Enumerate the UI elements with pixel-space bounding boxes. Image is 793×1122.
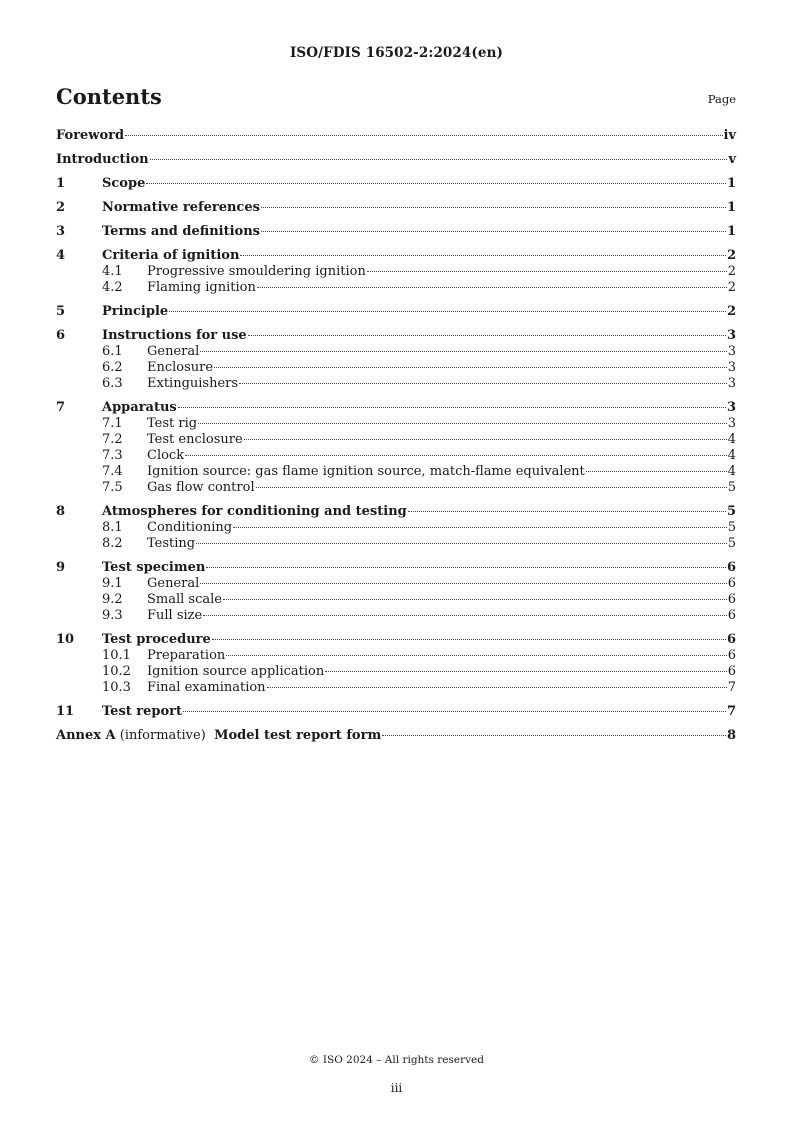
leader-dots bbox=[244, 439, 727, 440]
toc-entry-page: 5 bbox=[727, 536, 736, 551]
toc-entry-page: 1 bbox=[726, 200, 736, 215]
toc-entry-title: Full size bbox=[147, 608, 203, 623]
leader-dots bbox=[267, 687, 727, 688]
leader-dots bbox=[239, 383, 727, 384]
leader-dots bbox=[382, 735, 726, 736]
toc-entry-8-1[interactable] bbox=[56, 520, 736, 536]
toc-entry-6[interactable] bbox=[56, 328, 736, 344]
leader-dots bbox=[183, 711, 726, 712]
toc-entry-7[interactable] bbox=[56, 400, 736, 416]
toc-entry-number: 9.1 bbox=[102, 576, 123, 591]
toc-entry-number: 10 bbox=[56, 632, 75, 647]
leader-dots bbox=[200, 583, 726, 584]
toc-entry-9-1[interactable] bbox=[56, 576, 736, 592]
leader-dots bbox=[233, 527, 727, 528]
toc-entry-8[interactable] bbox=[56, 504, 736, 520]
leader-dots bbox=[146, 183, 726, 184]
toc-entry-title: Progressive smouldering ignition bbox=[147, 264, 366, 279]
toc-entry-page: 6 bbox=[727, 608, 736, 623]
toc-entry-title: Test procedure bbox=[102, 632, 211, 647]
toc-entry-title: Testing bbox=[147, 536, 196, 551]
toc-entry-page: 6 bbox=[726, 632, 736, 647]
leader-dots bbox=[240, 255, 726, 256]
toc-entry-page: 6 bbox=[727, 648, 736, 663]
toc-entry-number: 10.2 bbox=[102, 664, 131, 679]
toc-entry-title: Test specimen bbox=[102, 560, 206, 575]
toc-entry-page: 6 bbox=[727, 664, 736, 679]
document-id-header: ISO/FDIS 16502-2:2024(en) bbox=[289, 45, 503, 61]
toc-entry-page: 8 bbox=[726, 728, 736, 743]
toc-entry-page: 3 bbox=[727, 344, 736, 359]
toc-entry-1[interactable] bbox=[56, 176, 736, 192]
toc-entry-page: 6 bbox=[727, 576, 736, 591]
toc-entry-page: 3 bbox=[726, 328, 736, 343]
toc-entry-title: Final examination bbox=[147, 680, 266, 695]
leader-dots bbox=[203, 615, 727, 616]
toc-entry-10[interactable] bbox=[56, 632, 736, 648]
toc-entry-number: 8 bbox=[56, 504, 66, 519]
toc-entry-page: 3 bbox=[727, 360, 736, 375]
toc-entry-page: 6 bbox=[726, 560, 736, 575]
contents-title: Contents bbox=[56, 84, 162, 109]
toc-entry-6-2[interactable] bbox=[56, 360, 736, 376]
toc-entry-2[interactable] bbox=[56, 200, 736, 216]
toc-entry-number: 9 bbox=[56, 560, 66, 575]
toc-entry-number: 6.3 bbox=[102, 376, 123, 391]
toc-entry-page: 7 bbox=[726, 704, 736, 719]
toc-entry-page: 2 bbox=[727, 264, 736, 279]
toc-entry-title: Test rig bbox=[147, 416, 198, 431]
toc-entry-number: 7.1 bbox=[102, 416, 123, 431]
toc-entry-title: Clock bbox=[147, 448, 185, 463]
toc-entry-number: 10.1 bbox=[102, 648, 131, 663]
toc-entry-number: 6 bbox=[56, 328, 66, 343]
toc-entry-title: Extinguishers bbox=[147, 376, 239, 391]
toc-entry-title: Model test report form bbox=[214, 728, 382, 743]
toc-entry-10-2[interactable] bbox=[56, 664, 736, 680]
leader-dots bbox=[257, 287, 727, 288]
toc-entry-page: 3 bbox=[726, 400, 736, 415]
toc-entry-title: Test report bbox=[102, 704, 183, 719]
toc-entry-3[interactable] bbox=[56, 224, 736, 240]
toc-entry-title: Atmospheres for conditioning and testing bbox=[102, 504, 407, 519]
toc-entry-10-1[interactable] bbox=[56, 648, 736, 664]
annex-label: Annex A bbox=[56, 728, 116, 743]
leader-dots bbox=[248, 335, 726, 336]
leader-dots bbox=[256, 487, 727, 488]
toc-entry-title: Instructions for use bbox=[102, 328, 247, 343]
toc-entry-page: 6 bbox=[727, 592, 736, 607]
leader-dots bbox=[150, 159, 728, 160]
toc-entry-title: Introduction bbox=[56, 152, 149, 167]
toc-entry-10-3[interactable] bbox=[56, 680, 736, 696]
leader-dots bbox=[206, 567, 726, 568]
toc-entry-title: General bbox=[147, 576, 200, 591]
toc-entry-page: 4 bbox=[727, 432, 736, 447]
toc-entry-title: Test enclosure bbox=[147, 432, 243, 447]
toc-entry-page: 2 bbox=[726, 304, 736, 319]
toc-entry-title: Principle bbox=[102, 304, 169, 319]
toc-entry-4-2[interactable] bbox=[56, 280, 736, 296]
toc-entry-4[interactable] bbox=[56, 248, 736, 264]
toc-entry-page: 4 bbox=[727, 464, 736, 479]
toc-entry-number: 10.3 bbox=[102, 680, 131, 695]
toc-entry-page: iv bbox=[723, 128, 736, 143]
toc-entry-number: 1 bbox=[56, 176, 66, 191]
toc-entry-title: Scope bbox=[102, 176, 146, 191]
toc-entry-introduction[interactable] bbox=[56, 152, 736, 168]
toc-entry-page: 7 bbox=[727, 680, 736, 695]
leader-dots bbox=[178, 407, 726, 408]
leader-dots bbox=[196, 543, 727, 544]
leader-dots bbox=[200, 351, 726, 352]
toc-entry-title: Apparatus bbox=[102, 400, 177, 415]
toc-entry-number: 4.2 bbox=[102, 280, 123, 295]
toc-entry-title: Terms and definitions bbox=[102, 224, 260, 239]
toc-entry-title: General bbox=[147, 344, 200, 359]
leader-dots bbox=[198, 423, 727, 424]
page-column-label: Page bbox=[707, 92, 736, 106]
leader-dots bbox=[408, 511, 726, 512]
toc-entry-page: 4 bbox=[727, 448, 736, 463]
toc-entry-number: 9.2 bbox=[102, 592, 123, 607]
leader-dots bbox=[223, 599, 727, 600]
page-number: iii bbox=[390, 1081, 403, 1095]
annex-type: (informative) bbox=[119, 728, 206, 743]
toc-entry-page: 3 bbox=[727, 416, 736, 431]
leader-dots bbox=[212, 639, 726, 640]
toc-entry-page: 1 bbox=[726, 224, 736, 239]
toc-entry-number: 5 bbox=[56, 304, 66, 319]
toc-entry-7-5[interactable] bbox=[56, 480, 736, 496]
toc-entry-7-4[interactable] bbox=[56, 464, 736, 480]
toc-entry-11[interactable] bbox=[56, 704, 736, 720]
toc-entry-number: 8.1 bbox=[102, 520, 123, 535]
leader-dots bbox=[261, 207, 726, 208]
leader-dots bbox=[586, 471, 727, 472]
copyright-notice: © ISO 2024 – All rights reserved bbox=[309, 1054, 484, 1066]
leader-dots bbox=[214, 367, 727, 368]
toc-entry-title: Normative references bbox=[102, 200, 260, 215]
toc-entry-number: 4 bbox=[56, 248, 66, 263]
toc-entry-number: 2 bbox=[56, 200, 66, 215]
toc-entry-9-3[interactable] bbox=[56, 608, 736, 624]
toc-entry-number: 8.2 bbox=[102, 536, 123, 551]
toc-entry-title: Flaming ignition bbox=[147, 280, 256, 295]
leader-dots bbox=[226, 655, 726, 656]
toc-entry-number: 7.5 bbox=[102, 480, 123, 495]
toc-entry-page: 5 bbox=[727, 520, 736, 535]
toc-entry-title: Ignition source: gas flame ignition source, match-flame equivalent bbox=[147, 464, 585, 479]
toc-entry-title: Foreword bbox=[56, 128, 125, 143]
toc-entry-number: 4.1 bbox=[102, 264, 123, 279]
toc-entry-9[interactable] bbox=[56, 560, 736, 576]
leader-dots bbox=[367, 271, 727, 272]
toc-entry-title: Preparation bbox=[147, 648, 226, 663]
toc-entry-8-2[interactable] bbox=[56, 536, 736, 552]
toc-entry-number: 6.2 bbox=[102, 360, 123, 375]
toc-entry-6-3[interactable] bbox=[56, 376, 736, 392]
toc-entry-page: 5 bbox=[726, 504, 736, 519]
toc-entry-number: 7.2 bbox=[102, 432, 123, 447]
toc-entry-title: Conditioning bbox=[147, 520, 233, 535]
toc-entry-5[interactable] bbox=[56, 304, 736, 320]
toc-entry-number: 7.3 bbox=[102, 448, 123, 463]
toc-entry-page: 5 bbox=[727, 480, 736, 495]
toc-entry-page: 2 bbox=[727, 280, 736, 295]
toc-entry-9-2[interactable] bbox=[56, 592, 736, 608]
leader-dots bbox=[125, 135, 722, 136]
toc-entry-number: 7 bbox=[56, 400, 66, 415]
leader-dots bbox=[185, 455, 727, 456]
toc-entry-annex-a[interactable] bbox=[56, 728, 736, 744]
toc-entry-7-2[interactable] bbox=[56, 432, 736, 448]
toc-entry-7-1[interactable] bbox=[56, 416, 736, 432]
toc-entry-title: Ignition source application bbox=[147, 664, 325, 679]
toc-entry-page: 2 bbox=[726, 248, 736, 263]
toc-entry-number: 11 bbox=[56, 704, 75, 719]
toc-entry-number: 7.4 bbox=[102, 464, 123, 479]
toc-entry-number: 3 bbox=[56, 224, 66, 239]
toc-entry-4-1[interactable] bbox=[56, 264, 736, 280]
toc-entry-number: 6.1 bbox=[102, 344, 123, 359]
toc-entry-title: Gas flow control bbox=[147, 480, 255, 495]
table-of-contents bbox=[56, 128, 736, 744]
leader-dots bbox=[169, 311, 726, 312]
toc-entry-6-1[interactable] bbox=[56, 344, 736, 360]
toc-entry-title: Enclosure bbox=[147, 360, 214, 375]
toc-entry-title: Criteria of ignition bbox=[102, 248, 240, 263]
toc-entry-number: 9.3 bbox=[102, 608, 123, 623]
toc-entry-title: Small scale bbox=[147, 592, 222, 607]
toc-entry-7-3[interactable] bbox=[56, 448, 736, 464]
toc-entry-page: 1 bbox=[726, 176, 736, 191]
leader-dots bbox=[325, 671, 727, 672]
leader-dots bbox=[261, 231, 726, 232]
toc-entry-page: v bbox=[728, 152, 736, 167]
toc-entry-page: 3 bbox=[727, 376, 736, 391]
toc-entry-foreword[interactable] bbox=[56, 128, 736, 144]
